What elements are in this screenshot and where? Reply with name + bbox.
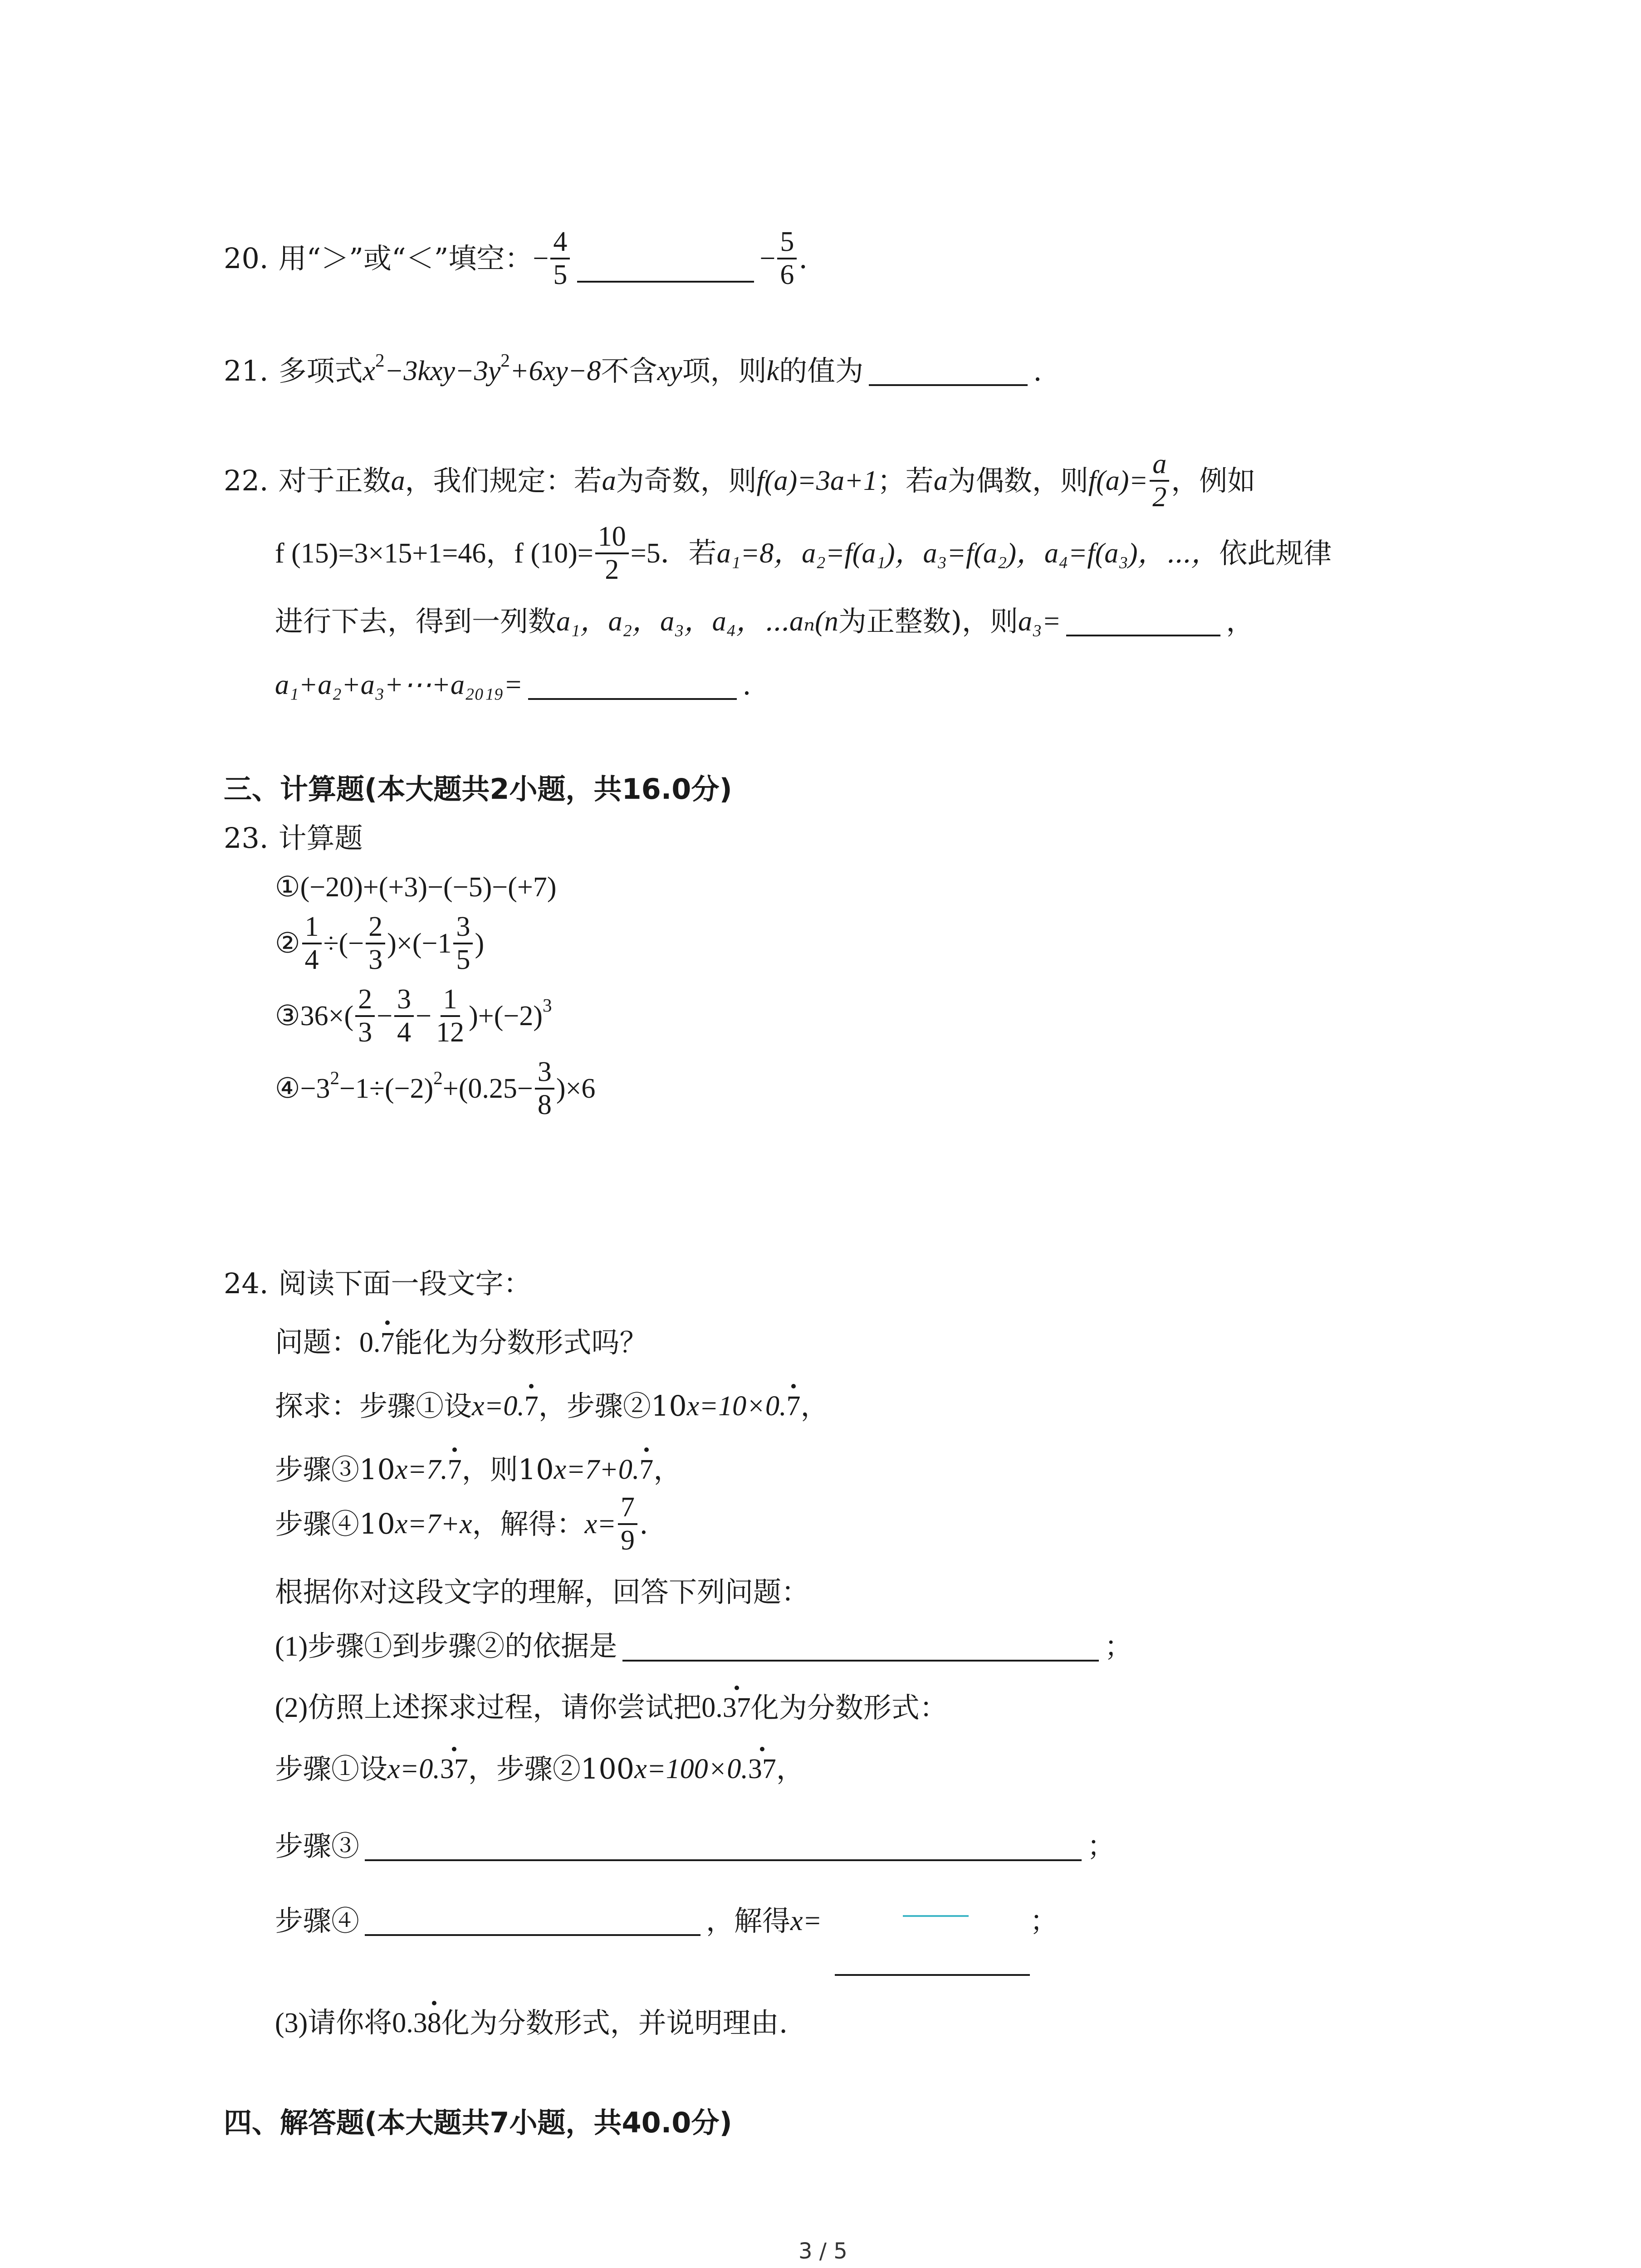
q24-text: (3)请你将0.3: [275, 2008, 427, 2038]
q24-text: ，解得: [706, 1904, 791, 1937]
q23-title: 计算题: [278, 821, 363, 855]
q23-item-2-op: )×(−1: [387, 928, 452, 959]
q22-sum-label: a₁+a₂+a₃+⋯+a₂₀₁₉=: [275, 670, 523, 700]
q22-fraction-a-over-2: $\frac{a}{2}$: [1150, 449, 1169, 513]
q24-repeating-digit: 7: [786, 1391, 801, 1422]
q22-a3-answer-blank[interactable]: [1066, 606, 1220, 636]
q24-text: 问题：0.: [275, 1327, 381, 1358]
q20-fraction-2: $\frac{5}{6}$: [777, 226, 797, 291]
q21-number: 21.: [224, 354, 269, 387]
q24-text: 探求：步骤①设: [275, 1389, 472, 1422]
q20-stem: 用“＞”或“＜”填空：: [278, 242, 533, 275]
q22-formula: f(a)=: [1088, 465, 1148, 496]
q22-text: 依此规律: [1219, 537, 1332, 570]
q20-answer-blank[interactable]: [577, 253, 754, 283]
q24-step4: [275, 1488, 648, 1560]
q24-text: (2)仿照上述探求过程，请你尝试把0.: [275, 1692, 723, 1723]
q24-expr: x=100×0.: [634, 1754, 748, 1784]
q21-expr: +6xy−8: [509, 356, 601, 386]
q24-repeating-digit: 7: [380, 1327, 395, 1358]
q24-fraction-answer-line[interactable]: [835, 1974, 1030, 1976]
q23-item-3-fraction: $\frac{3}{4}$: [394, 984, 414, 1049]
q24-repeating-block: 37: [748, 1754, 776, 1784]
q21-term: xy: [657, 356, 682, 386]
q23-item-3-op: −: [377, 1001, 393, 1031]
q21-stem: 多项式: [278, 354, 363, 387]
q21-stem: 的值为: [779, 354, 864, 387]
q23-item-3-lead: ③36×(: [275, 1001, 354, 1031]
q24-text: ，则10: [461, 1453, 554, 1486]
q24-step4-answer-blank[interactable]: [365, 1906, 700, 1936]
q24-text: .: [639, 1507, 648, 1540]
q24-text: 步骤④: [275, 1904, 360, 1937]
q24-text: ；: [1087, 1829, 1116, 1862]
q23-item-4-exponent: 2: [330, 1068, 340, 1089]
q24-text: 步骤③10: [275, 1453, 395, 1486]
q23-item-4-fraction: $\frac{3}{8}$: [535, 1056, 554, 1121]
q24-text: 化为分数形式：: [750, 1691, 948, 1724]
q24-text: ，步骤②100: [468, 1752, 635, 1785]
q24-step3: [275, 1452, 681, 1488]
q24-part-3: [275, 2005, 788, 2041]
q24-text: 化为分数形式，并说明理由.: [441, 2006, 788, 2039]
q24-repeating-block: 37: [440, 1754, 468, 1784]
q21-stem: 项，则: [682, 354, 767, 387]
q22-text: 进行下去，得到一列数: [275, 605, 557, 638]
q21-expr: −3kxy−3y: [384, 356, 501, 386]
q21-expr: x: [362, 356, 376, 386]
q23-item-2-fraction: $\frac{2}{3}$: [366, 911, 385, 976]
q24-expr: x=: [790, 1906, 822, 1936]
q24-prompt: 根据你对这段文字的理解，回答下列问题：: [275, 1575, 810, 1608]
q21-variable: k: [766, 356, 779, 386]
q22-sequence: a₁，a₂，a₃，a₄，⋯aₙ(n: [556, 606, 838, 637]
q24-step4-semicolon: ；: [1030, 1904, 1058, 1937]
q24-text: ，: [776, 1752, 804, 1785]
section-3-heading: 三、计算题(本大题共2小题，共16.0分): [224, 772, 732, 806]
q20-end: .: [798, 242, 808, 275]
q23-number: 23.: [224, 821, 269, 855]
q23-item-4-lead: ④−3: [275, 1073, 330, 1104]
q22-text: ，我们规定：若: [405, 464, 602, 497]
q22-sequence: a₁=8，a₂=f(a₁)，a₃=f(a₂)，a₄=f(a₃)，⋯，: [716, 538, 1220, 569]
q23-item-2: [275, 907, 484, 980]
q24-expr: x=0.: [472, 1391, 524, 1422]
q23-item-4-op: +(0.25−: [442, 1073, 533, 1104]
q23-item-3: [275, 980, 552, 1052]
q22-text: 为奇数，则: [616, 464, 757, 497]
q23-item-4-op: −1÷(−2): [339, 1073, 434, 1104]
q24-repeating-digit: 7: [447, 1454, 462, 1485]
q24-repeating-block: 37: [722, 1692, 751, 1723]
q24-fraction-answer-numerator-line[interactable]: [903, 1915, 969, 1917]
page-number: 3 / 5: [798, 2239, 847, 2264]
q21-stem: 不含: [601, 354, 657, 387]
q22-text: 为偶数，则: [947, 464, 1088, 497]
q22-fraction-10-over-2: $\frac{10}{2}$: [595, 521, 629, 586]
q24-expr: x=0.: [387, 1754, 440, 1784]
q23-item-3-op: −: [416, 1001, 432, 1031]
q24-part-2-step3: [275, 1828, 1115, 1864]
q22-text: ；若: [877, 464, 934, 497]
q20-number: 20.: [224, 242, 269, 275]
q24-part-2-steps: [275, 1751, 804, 1787]
q22-sum-answer-blank[interactable]: [528, 670, 737, 700]
q24-expr: x=10×0.: [686, 1391, 787, 1422]
q21-end: .: [1033, 354, 1042, 387]
q23-title-line: [224, 820, 363, 856]
q24-text: 步骤①设: [275, 1752, 388, 1785]
q20-line: [224, 213, 808, 304]
q22-text: ，例如: [1171, 464, 1256, 497]
q24-part-1: [275, 1628, 1132, 1665]
q24-repeating-digit: 7: [524, 1391, 539, 1422]
q22-text: .: [742, 668, 751, 701]
q24-number: 24.: [224, 1267, 269, 1300]
q21-line: [224, 350, 1042, 389]
q21-exponent: 2: [500, 350, 510, 371]
q23-item-4-tail: )×6: [556, 1073, 596, 1104]
q22-text: ，: [1226, 605, 1254, 638]
q24-text: ，解得：: [472, 1507, 585, 1540]
q24-text: 能化为分数形式吗？: [394, 1326, 648, 1359]
q22-a3-label: a₃=: [1018, 606, 1061, 637]
q23-item-3-tail: )+(−2): [469, 1001, 543, 1031]
q22-formula: f(a)=3a+1: [756, 465, 877, 496]
q24-text: 步骤③: [275, 1829, 360, 1862]
q23-item-2-fraction: $\frac{3}{5}$: [453, 911, 473, 976]
q24-text: ，步骤②10: [538, 1389, 687, 1422]
q23-item-4: [275, 1052, 595, 1125]
q20-sign1: −: [533, 243, 549, 274]
q24-text: (1)步骤①到步骤②的依据是: [275, 1631, 617, 1662]
q20-sign2: −: [759, 243, 776, 274]
q24-expr: x=7+0.: [554, 1454, 640, 1485]
q24-step3-answer-blank[interactable]: [365, 1831, 1082, 1861]
q22-var: a: [602, 465, 616, 496]
q24-repeating-digit: 7: [639, 1454, 654, 1485]
q24-title-line: [224, 1266, 532, 1302]
q23-item-2-fraction: $\frac{1}{4}$: [302, 911, 322, 976]
q24-text: ；: [1104, 1630, 1133, 1663]
q22-line-2: [275, 517, 1332, 590]
q23-item-2-mark: ②: [275, 928, 300, 959]
q22-example: =5．若: [630, 538, 717, 569]
q24-part-2: [275, 1690, 948, 1726]
section-4-heading: 四、解答题(本大题共7小题，共40.0分): [224, 2106, 732, 2139]
q24-question: [275, 1325, 648, 1361]
q23-item-1: ①(−20)+(+3)−(−5)−(+7): [275, 872, 557, 903]
q24-part-2-step4: [275, 1903, 822, 1939]
q24-step4-fraction: $\frac{7}{9}$: [618, 1492, 637, 1557]
q22-var: a: [933, 465, 948, 496]
q23-item-2-op: ÷(−: [323, 928, 364, 959]
q22-var: a: [391, 465, 405, 496]
q24-expr: x=: [584, 1509, 616, 1540]
q22-text: 对于正数: [278, 464, 391, 497]
q23-item-3-fraction: $\frac{2}{3}$: [355, 984, 375, 1049]
q22-line-4: [275, 667, 751, 703]
q22-line-1: [224, 445, 1255, 517]
q23-item-2-op: ): [475, 928, 485, 959]
q24-text: ，: [653, 1453, 682, 1486]
q23-item-3-fraction: $\frac{1}{12}$: [436, 983, 465, 1048]
q24-expr: x=7+x: [395, 1509, 472, 1540]
q22-text: 为正整数)，则: [838, 605, 1019, 638]
q22-line-3: [275, 603, 1254, 640]
q24-explore: [275, 1388, 829, 1424]
q23-item-3-exponent: 3: [543, 995, 552, 1016]
q24-title: 阅读下面一段文字：: [278, 1267, 532, 1300]
q24-text: 步骤④10: [275, 1507, 395, 1540]
q24-repeating-digit: 8: [427, 2008, 441, 2038]
q24-expr: x=7.: [395, 1454, 448, 1485]
q20-fraction-1: $\frac{4}{5}$: [550, 226, 570, 291]
q24-part-1-answer-blank[interactable]: [622, 1632, 1099, 1662]
q21-exponent: 2: [375, 350, 385, 371]
q22-number: 22.: [224, 464, 269, 497]
q24-text: ，: [800, 1389, 829, 1422]
q21-answer-blank[interactable]: [869, 356, 1028, 386]
q23-item-4-exponent: 2: [433, 1068, 443, 1089]
q22-example: f (15)=3×15+1=46，f (10)=: [275, 538, 593, 569]
